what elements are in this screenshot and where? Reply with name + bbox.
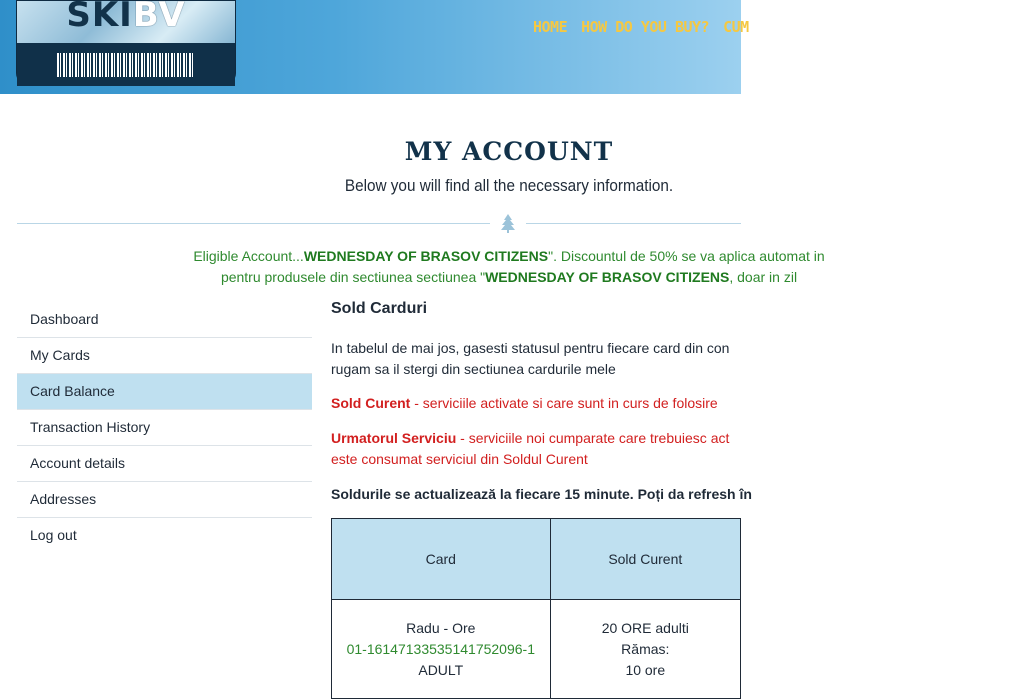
card-number: 01-16147133535141752096-1	[346, 640, 535, 657]
eligible-prefix: Eligible Account...	[193, 248, 304, 264]
sidebar-item-my-cards[interactable]: My Cards	[17, 338, 312, 374]
sold-package: 20 ORE adulti	[601, 619, 689, 636]
barcode-icon	[57, 53, 195, 77]
header-card: Card	[332, 519, 551, 600]
urmatorul-line2: este consumat serviciul din Soldul Curent	[331, 451, 588, 467]
logo-bv: BV	[132, 0, 186, 35]
nav-home[interactable]: HOME	[533, 18, 568, 36]
sidebar-item-dashboard[interactable]: Dashboard	[17, 302, 312, 338]
account-sidebar	[17, 302, 312, 553]
refresh-note: Soldurile se actualizează la fiecare 15 minute. Poți da refresh în	[331, 486, 752, 502]
eligible-program: WEDNESDAY OF BRASOV CITIZENS	[303, 248, 549, 264]
nav-how-do-you-buy[interactable]: HOW DO YOU BUY?	[581, 18, 710, 36]
sidebar-item-account-details[interactable]: Account details	[17, 446, 312, 482]
sidebar-item-log-out[interactable]: Log out	[30, 527, 77, 543]
eligible-suffix: ". Discountul de 50% se va aplica automat in	[548, 248, 825, 264]
sold-remaining-label: Rămas:	[621, 640, 670, 657]
sidebar-item-transaction-history[interactable]: Transaction History	[17, 410, 312, 446]
intro-line1: In tabelul de mai jos, gasesti statusul pentru fiecare card din con	[331, 340, 730, 356]
sold-curent-label: Sold Curent	[331, 395, 411, 411]
divider-left	[17, 223, 490, 224]
eligible-line2-prefix: pentru produsele din sectiunea sectiunea "	[220, 269, 486, 285]
card-cell	[332, 600, 551, 699]
sidebar-item-card-balance[interactable]: Card Balance	[17, 374, 312, 410]
eligible-line2-suffix: , doar in zil	[729, 269, 798, 285]
page-subtitle: Below you will find all the necessary information.	[344, 176, 674, 195]
sold-cell	[550, 600, 740, 699]
site-logo[interactable]	[16, 0, 236, 85]
urmatorul-label: Urmatorul Serviciu	[331, 430, 457, 446]
card-name: Radu - Ore	[406, 619, 476, 636]
urmatorul-note	[331, 428, 729, 449]
table-row	[332, 600, 741, 699]
site-header	[0, 0, 749, 94]
sold-remaining-value: 10 ore	[625, 661, 666, 678]
logo-ski: SKI	[66, 0, 133, 35]
nav-cum[interactable]: CUM	[723, 18, 749, 36]
card-balance-table	[331, 518, 741, 699]
sold-curent-note	[331, 393, 718, 414]
page-title: MY ACCOUNT	[404, 137, 614, 166]
eligible-note-line1	[0, 248, 1018, 264]
header-sold-curent: Sold Curent	[550, 519, 740, 600]
sidebar-item-addresses[interactable]: Addresses	[17, 482, 312, 518]
card-type: ADULT	[418, 661, 464, 678]
main-nav	[533, 17, 763, 36]
logo-card-strip	[17, 43, 235, 86]
table-header-row	[332, 519, 741, 600]
urmatorul-desc: - serviciile noi cumparate care trebuiesc act	[456, 430, 730, 446]
section-title: Sold Carduri	[331, 300, 428, 317]
eligible-note-line2	[0, 269, 1018, 285]
logo-text	[17, 0, 235, 35]
intro-line2: rugam sa il stergi din sectiunea cardurile mele	[331, 361, 616, 377]
divider-right	[526, 223, 741, 224]
sold-curent-desc: - serviciile activate si care sunt in curs de folosire	[410, 395, 718, 411]
eligible-line2-program: WEDNESDAY OF BRASOV CITIZENS	[485, 269, 730, 285]
pine-tree-icon	[500, 213, 516, 233]
